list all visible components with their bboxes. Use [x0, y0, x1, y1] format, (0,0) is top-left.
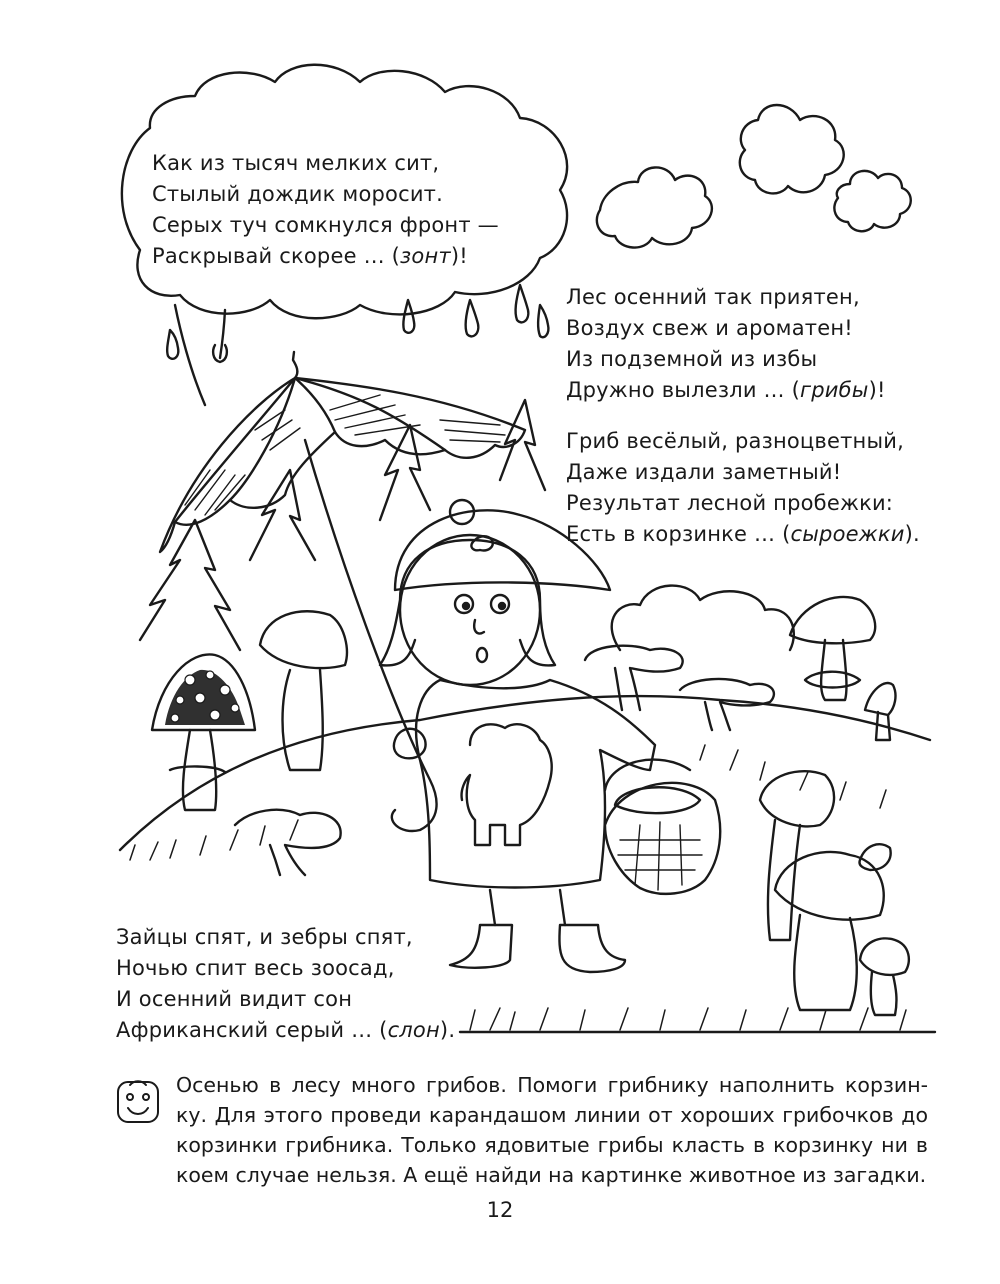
umbrella-shaft [305, 440, 437, 831]
task-instructions [176, 1070, 928, 1190]
mushroom-in-basket [615, 787, 700, 813]
toadstool-right-stem [821, 640, 846, 700]
verse-line: Ночью спит весь зоосад, [116, 956, 395, 980]
riddle-answer: слон [387, 1018, 440, 1042]
verse-answer-line [116, 1015, 455, 1046]
toadstool-far-cap [865, 683, 895, 715]
girl-legs [490, 890, 565, 925]
riddle-answer: сыроежки [790, 522, 905, 546]
fly-agaric-stem [183, 730, 216, 810]
leaf [859, 844, 890, 870]
boletus-right-big-cap [760, 771, 834, 826]
bush-right [612, 586, 794, 650]
pine-tree-4 [250, 470, 315, 560]
pine-tree-2 [380, 425, 430, 520]
verse-line: Лес осенний так приятен, [566, 285, 860, 309]
verse-line: И осенний видит сон [116, 987, 353, 1011]
verse-line: Стылый дождик моросит. [152, 182, 443, 206]
small-cloud-2 [597, 167, 712, 247]
page-number: 12 [486, 1198, 514, 1222]
girl-hand-left [394, 729, 426, 759]
small-cloud-1 [740, 105, 844, 193]
verse-line: Даже издали заметный! [566, 460, 842, 484]
verse-text: Раскрывай скорее … ( [152, 244, 401, 268]
riddle-russula [566, 426, 920, 550]
task-line: ку. Для этого проведи карандашом линии от хороших грибочков до [176, 1103, 928, 1127]
pine-tree-1 [140, 520, 240, 650]
verse-answer-line [566, 519, 920, 550]
task-line: коем случае нельзя. А ещё найди на картинке животное из загадки. [176, 1163, 927, 1187]
boletus-right-big-stem [768, 820, 800, 940]
boletus-small-cap [860, 938, 909, 974]
toadstool-right-cap [790, 597, 875, 643]
task-line: Осенью в лесу много грибов. Помоги грибнику наполнить корзин- [176, 1073, 928, 1097]
riddle-answer: грибы [800, 378, 869, 402]
girl-boot-left [450, 925, 512, 968]
girl-dress [416, 680, 655, 888]
verse-text: Есть в корзинке … ( [566, 522, 791, 546]
boletus-left-stem [283, 670, 323, 770]
verse-answer-line [152, 241, 499, 272]
verse-text: )! [450, 244, 468, 268]
verse-line: Воздух свеж и ароматен! [566, 316, 853, 340]
verse-line: Результат лесной пробежки: [566, 491, 894, 515]
verse-answer-line [566, 375, 886, 406]
verse-text: ). [439, 1018, 456, 1042]
verse-text: Африканский серый … ( [116, 1018, 388, 1042]
task-line: корзинки грибника. Только ядовитые грибы класть в корзинку ни в [176, 1133, 928, 1157]
boletus-left-cap [260, 611, 347, 668]
verse-line: Из подземной из избы [566, 347, 818, 371]
basket [605, 783, 720, 894]
boletus-right-stem [794, 915, 857, 1010]
verse-text: )! [868, 378, 886, 402]
child-face-icon [118, 1081, 158, 1122]
elephant-on-dress [462, 724, 552, 845]
verse-line: Гриб весёлый, разноцветный, [566, 429, 904, 453]
chanterelle-mid-2 [680, 679, 774, 730]
girl-boot-right [559, 925, 625, 972]
riddle-mushrooms [566, 282, 886, 406]
umbrella-canopy [160, 378, 525, 552]
riddle-elephant [116, 922, 455, 1046]
small-cloud-3 [834, 171, 910, 231]
verse-line: Как из тысяч мелких сит, [152, 151, 440, 175]
verse-line: Серых туч сомкнулся фронт — [152, 213, 499, 237]
pine-tree-3 [500, 400, 545, 490]
riddle-answer: зонт [400, 244, 451, 268]
verse-text: Дружно вылезли … ( [566, 378, 801, 402]
boletus-small-stem [871, 972, 897, 1015]
chanterelle-left [235, 810, 341, 875]
riddle-umbrella [152, 148, 499, 272]
verse-line: Зайцы спят, и зебры спят, [116, 925, 413, 949]
verse-text: ). [904, 522, 920, 546]
